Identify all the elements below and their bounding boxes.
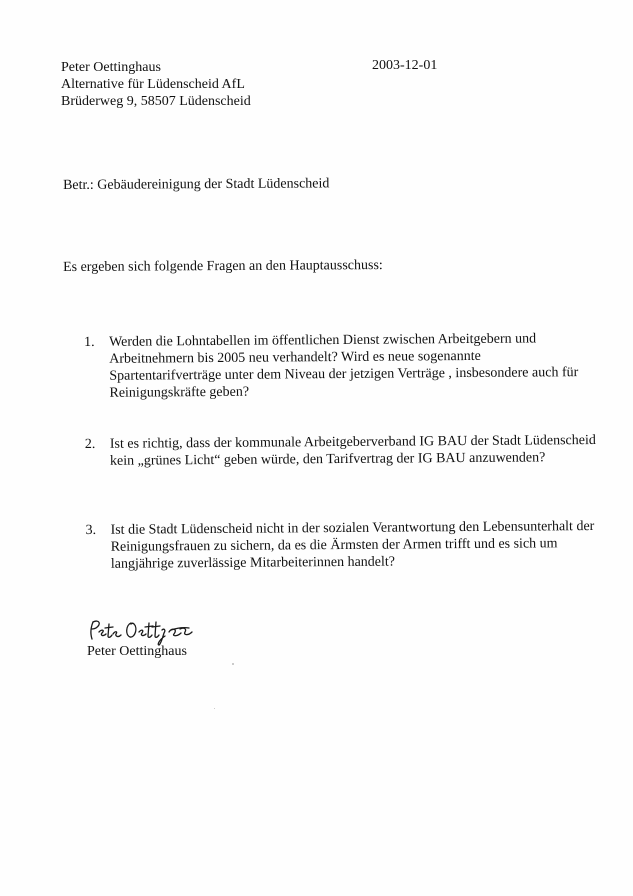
question-line: Ist es richtig, dass der kommunale Arbeitgeberverband IG BAU der Stadt Lüdenscheid: [109, 432, 596, 452]
scan-speck: [214, 708, 215, 709]
question-line: kein „grünes Licht“ geben würde, den Tarifvertrag der IG BAU anzuwenden?: [109, 450, 546, 469]
sender-name: Peter Oettinghaus: [61, 60, 161, 75]
question-item-2: [85, 432, 606, 522]
sender-block: [61, 59, 251, 110]
letter-date: 2003-12-01: [372, 58, 438, 73]
question-line: Arbeitnehmern bis 2005 neu verhandelt? Wird es neue sogenannte: [109, 348, 481, 367]
question-item-1: [84, 330, 605, 436]
question-line: Reinigungskräfte geben?: [109, 384, 250, 401]
question-line: langjährige zuverlässige Mitarbeiterinnen handelt?: [110, 554, 396, 572]
subject-line: Betr.: Gebäudereinigung der Stadt Lüdenscheid: [63, 176, 330, 193]
question-line: Spartentarifverträge unter dem Niveau der jetzigen Verträge , insbesondere auch für: [109, 365, 579, 384]
question-number: 2.: [84, 436, 96, 452]
question-number: 3.: [85, 522, 97, 538]
sender-address: Brüderweg 9, 58507 Lüdenscheid: [61, 94, 251, 109]
question-line: Reinigungsfrauen zu sichern, da es die Ärmsten der Armen trifft und es sich um: [110, 536, 558, 555]
scan-speck: [232, 663, 234, 665]
sender-organization: Alternative für Lüdenscheid AfL: [61, 77, 245, 92]
question-list: [84, 330, 606, 592]
intro-text: Es ergeben sich folgende Fragen an den Hauptausschuss:: [63, 258, 383, 275]
question-number: 1.: [84, 334, 95, 350]
signer-name: Peter Oettinghaus: [87, 644, 187, 659]
question-line: Werden die Lohntabellen im öffentlichen Dienst zwischen Arbeitgebern und: [109, 331, 537, 350]
question-line: Ist die Stadt Lüdenscheid nicht in der sozialen Verantwortung den Lebensunterhalt der: [110, 518, 595, 538]
question-item-3: [85, 518, 606, 592]
